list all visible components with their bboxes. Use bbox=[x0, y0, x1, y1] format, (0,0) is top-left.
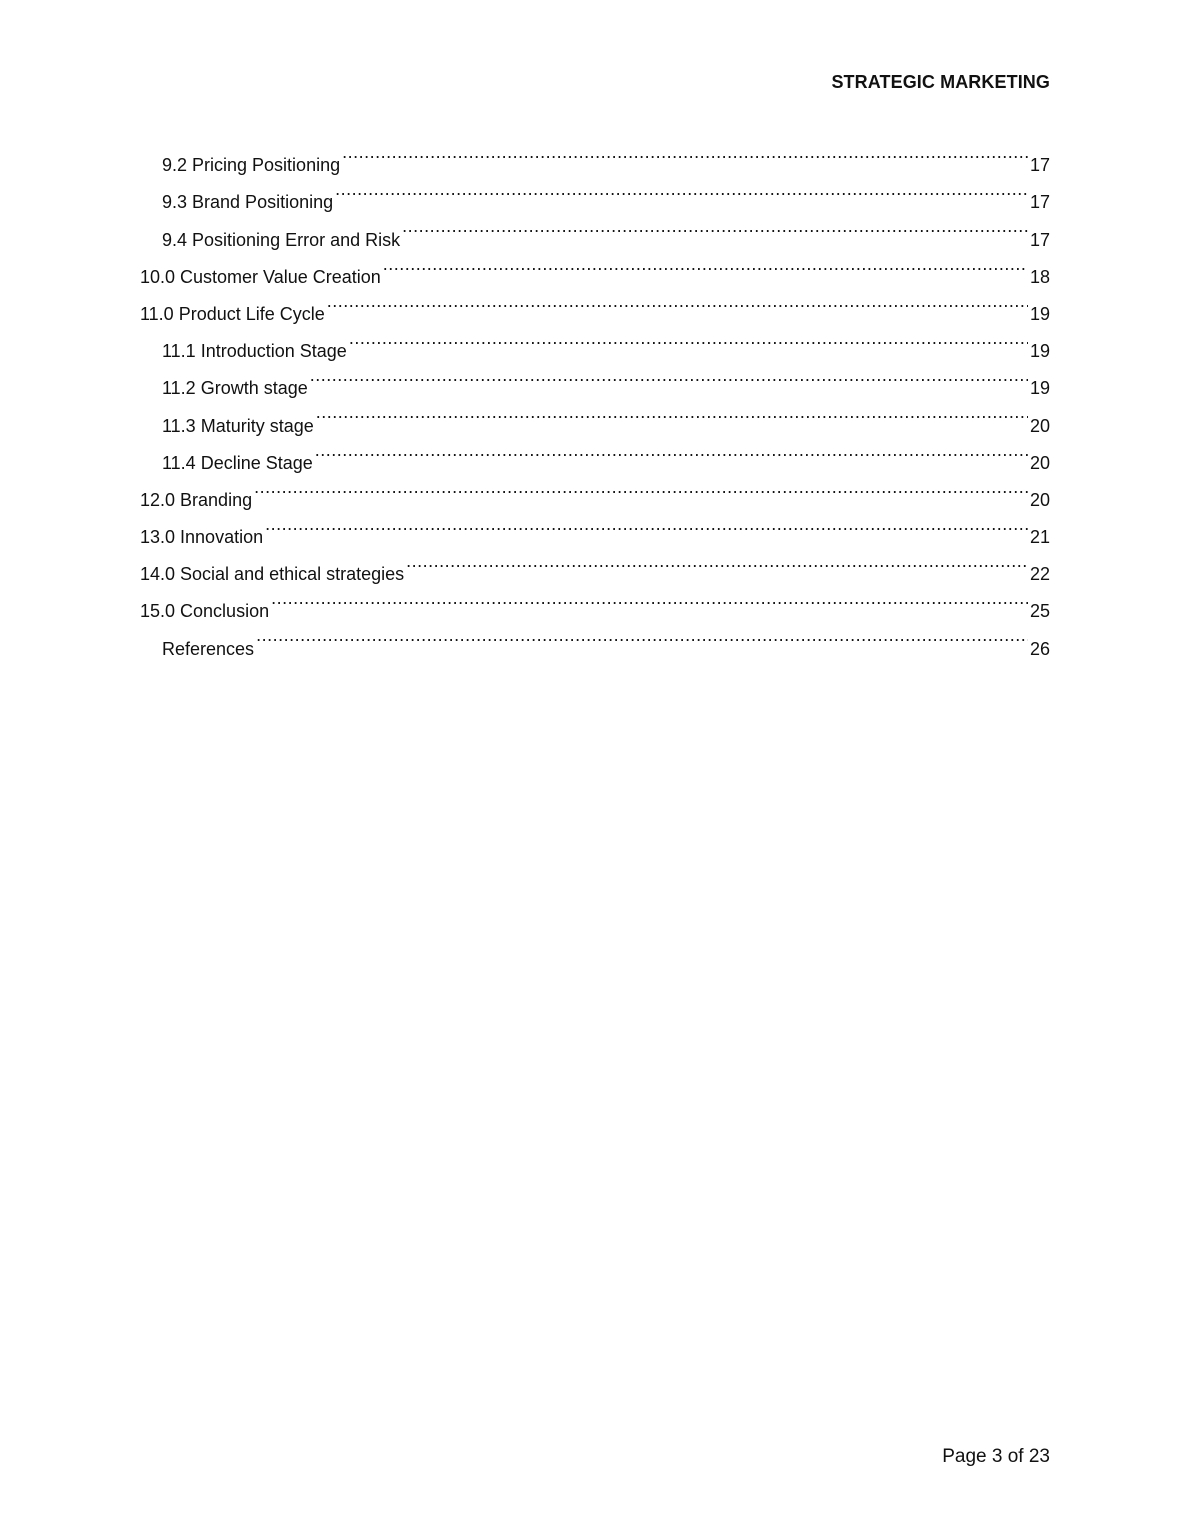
toc-entry-label: 15.0 Conclusion bbox=[140, 601, 270, 622]
toc-page-number: 25 bbox=[1029, 601, 1050, 622]
toc-dot-leader bbox=[271, 580, 1028, 617]
toc-dot-leader bbox=[406, 543, 1028, 580]
toc-entry[interactable] bbox=[140, 543, 1050, 585]
toc-entry-label: 11.2 Growth stage bbox=[162, 378, 308, 399]
toc-dot-leader bbox=[265, 506, 1028, 543]
toc-entry-label: 9.3 Brand Positioning bbox=[162, 192, 334, 213]
toc-entry[interactable] bbox=[140, 469, 1050, 510]
toc-entry-label: 13.0 Innovation bbox=[140, 527, 264, 548]
toc-dot-leader bbox=[342, 134, 1028, 171]
toc-dot-leader bbox=[349, 320, 1028, 357]
page-number-footer: Page 3 of 23 bbox=[942, 1446, 1050, 1467]
toc-entry-label: References bbox=[162, 638, 255, 659]
toc-dot-leader bbox=[254, 469, 1028, 506]
toc-entry-label: 9.4 Positioning Error and Risk bbox=[162, 229, 401, 250]
toc-page-number: 22 bbox=[1029, 564, 1050, 585]
toc-entry-label: 14.0 Social and ethical strategies bbox=[140, 564, 405, 585]
toc-dot-leader bbox=[383, 246, 1028, 283]
toc-page-number: 17 bbox=[1029, 192, 1050, 213]
toc-entry-label: 11.0 Product Life Cycle bbox=[140, 303, 325, 324]
toc-page-number: 19 bbox=[1029, 341, 1050, 362]
toc-entry-label: 11.4 Decline Stage bbox=[162, 452, 313, 473]
table-of-contents bbox=[140, 134, 1050, 659]
toc-page-number: 19 bbox=[1029, 378, 1050, 399]
toc-page-number: 26 bbox=[1029, 638, 1050, 659]
toc-entry[interactable] bbox=[140, 617, 1050, 659]
toc-dot-leader bbox=[335, 171, 1028, 208]
toc-page-number: 20 bbox=[1029, 415, 1050, 436]
toc-page-number: 17 bbox=[1029, 155, 1050, 176]
toc-dot-leader bbox=[310, 357, 1028, 394]
toc-entry-label: 11.3 Maturity stage bbox=[162, 415, 314, 436]
toc-entry[interactable] bbox=[140, 134, 1050, 176]
toc-page-number: 20 bbox=[1029, 452, 1050, 473]
toc-page-number: 20 bbox=[1029, 489, 1050, 510]
toc-dot-leader bbox=[315, 432, 1028, 469]
toc-entry-label: 9.2 Pricing Positioning bbox=[162, 155, 341, 176]
toc-dot-leader bbox=[316, 394, 1028, 431]
toc-page-number: 18 bbox=[1029, 266, 1050, 287]
toc-page-number: 21 bbox=[1029, 527, 1050, 548]
toc-dot-leader bbox=[327, 283, 1028, 320]
toc-entry-label: 11.1 Introduction Stage bbox=[162, 341, 347, 362]
toc-entry-label: 12.0 Branding bbox=[140, 489, 253, 510]
toc-dot-leader bbox=[256, 617, 1028, 654]
toc-entry[interactable] bbox=[140, 580, 1050, 622]
toc-dot-leader bbox=[402, 208, 1028, 245]
toc-page-number: 19 bbox=[1029, 303, 1050, 324]
toc-entry[interactable] bbox=[140, 506, 1050, 548]
toc-page-number: 17 bbox=[1029, 229, 1050, 250]
page-header-title: STRATEGIC MARKETING bbox=[831, 72, 1050, 92]
toc-entry-label: 10.0 Customer Value Creation bbox=[140, 266, 381, 287]
